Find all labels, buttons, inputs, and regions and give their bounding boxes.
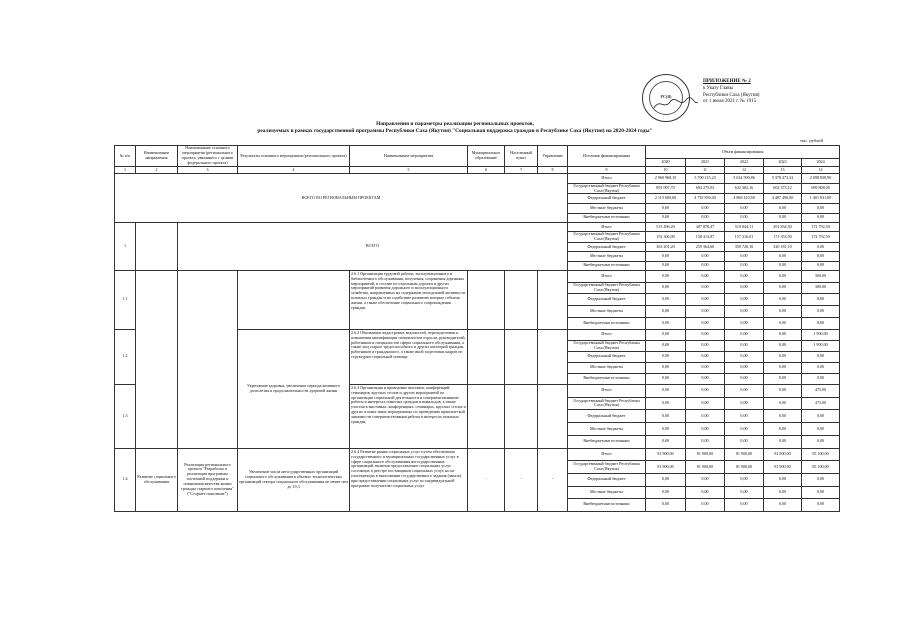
column-number: 10 xyxy=(646,167,686,174)
funding-value: 0,00 xyxy=(686,317,725,329)
funding-value: 0,00 xyxy=(686,373,725,384)
funding-value: 0,00 xyxy=(764,397,802,410)
column-number: 9 xyxy=(568,167,646,174)
funding-value: 0,00 xyxy=(646,306,686,318)
funding-value: 0,00 xyxy=(686,282,725,294)
funding-value: 0,00 xyxy=(686,423,725,436)
funding-value: 259 364,60 xyxy=(686,243,725,252)
funding-source: Внебюджетные источники xyxy=(568,373,646,384)
funding-source: Местные бюджеты xyxy=(568,204,646,214)
row-number: 1.4 xyxy=(115,448,136,511)
appendix-block xyxy=(703,79,759,106)
funding-value: 0,00 xyxy=(686,473,725,486)
funding-value: 0,00 xyxy=(802,317,840,329)
header-year: 2023 xyxy=(764,159,802,167)
funding-value: 0,00 xyxy=(646,362,686,373)
funding-value: 0,00 xyxy=(646,423,686,436)
funding-value: 2 098 838,90 xyxy=(802,174,840,184)
funding-value: 4 487 490,50 xyxy=(764,194,802,204)
funding-source: Федеральный бюджет xyxy=(568,294,646,306)
funding-source: Местные бюджеты xyxy=(568,486,646,499)
funding-value: 0,00 xyxy=(725,397,764,410)
funding-value: 0,00 xyxy=(764,213,802,223)
funding-value: 0,00 xyxy=(764,294,802,306)
column-number: 2 xyxy=(136,167,178,174)
row-number: 1.2 xyxy=(115,329,136,384)
funding-value: 0,00 xyxy=(725,270,764,282)
funding-value: 0,00 xyxy=(646,282,686,294)
header-settlement: Населенный пункт xyxy=(505,146,538,167)
funding-value: 0,00 xyxy=(764,340,802,351)
funding-value: 81 900,00 xyxy=(646,448,686,461)
funding-source: Итого xyxy=(568,174,646,184)
department-cell: - xyxy=(538,448,568,511)
funding-value: 515 496,20 xyxy=(646,223,686,232)
total-label: ВСЕГО ПО РЕГИОНАЛЬНЫМ ПРОЕКТАМ xyxy=(115,174,568,223)
funding-value: 0,00 xyxy=(802,362,840,373)
funding-source: Государственный бюджет Республики Саха (Якутия) xyxy=(568,340,646,351)
funding-value: 0,00 xyxy=(686,351,725,362)
funding-value: 5 378 473,32 xyxy=(764,174,802,184)
funding-value: 0,00 xyxy=(646,373,686,384)
funding-value: 0,00 xyxy=(725,340,764,351)
funding-value: 699 808,00 xyxy=(802,183,840,194)
funding-value: 5 700 115,23 xyxy=(686,174,725,184)
direction-cell-empty xyxy=(136,270,178,448)
event-description: 2.6.4 Развитие рынка социальных услуг путем обеспечения государственного и муниципальных государственных услуг в сфере социального обслуживания негосударственных организаций, включая предоставление социальных услуг, состоящих в реестре поставщиков социальных услуг, но не участвующих в выполнении государственного задания (заказа), при предоставлении социальных услуг по индивидуальной программе получателю социальных услуг xyxy=(350,448,468,511)
funding-source: Местные бюджеты xyxy=(568,362,646,373)
funding-source: Государственный бюджет Республики Саха (Якутия) xyxy=(568,397,646,410)
funding-value: 475,00 xyxy=(802,397,840,410)
funding-value: 0,00 xyxy=(686,329,725,340)
funding-value: 0,00 xyxy=(764,486,802,499)
funding-value: 1 900,00 xyxy=(802,329,840,340)
funding-value: 0,00 xyxy=(725,306,764,318)
funding-value: 0,00 xyxy=(764,204,802,214)
funding-source: Итого xyxy=(568,270,646,282)
funding-value: 85 100,00 xyxy=(802,461,840,474)
funding-value: 4 869 410,50 xyxy=(725,194,764,204)
funding-value: 0,00 xyxy=(646,340,686,351)
projects-table xyxy=(114,145,839,512)
funding-value: 0,00 xyxy=(764,499,802,512)
funding-value: 0,00 xyxy=(725,329,764,340)
funding-value: 0,00 xyxy=(725,423,764,436)
funding-value: 81 900,00 xyxy=(686,448,725,461)
municipality-cell-empty xyxy=(468,384,505,448)
funding-source: Государственный бюджет Республики Саха (Якутия) xyxy=(568,232,646,243)
row-number: 1.3 xyxy=(115,384,136,448)
municipality-cell: - xyxy=(468,448,505,511)
municipality-cell-empty xyxy=(468,329,505,384)
funding-value: 0,00 xyxy=(646,252,686,261)
funding-source: Итого xyxy=(568,329,646,340)
funding-value: 0,00 xyxy=(802,252,840,261)
funding-value: 0,00 xyxy=(646,329,686,340)
direction-cell-empty xyxy=(136,223,178,271)
header-funding: Объем финансирования xyxy=(646,146,840,159)
funding-value: 0,00 xyxy=(802,410,840,423)
result-cell: Укрепление здоровья, увеличение периода активного долголетия и продолжительности здоровой жизни xyxy=(238,329,350,448)
funding-value: 0,00 xyxy=(802,351,840,362)
funding-value: 891 007,70 xyxy=(646,183,686,194)
funding-value: 0,00 xyxy=(686,397,725,410)
funding-value: 81 900,00 xyxy=(725,461,764,474)
table-row xyxy=(115,270,840,282)
appendix-title: ПРИЛОЖЕНИЕ № 2 xyxy=(703,79,751,84)
funding-value: 0,00 xyxy=(646,499,686,512)
appendix-line-1: к Указу Главы xyxy=(703,85,733,91)
funding-value: 85 100,00 xyxy=(802,448,840,461)
header-year: 2024 xyxy=(802,159,840,167)
funding-value: 0,00 xyxy=(764,282,802,294)
settlement-cell-empty xyxy=(505,329,538,384)
funding-value: 0,00 xyxy=(764,261,802,270)
settlement-cell-empty xyxy=(505,270,538,329)
row-number: 1 xyxy=(115,223,136,271)
settlement-cell: - xyxy=(505,448,538,511)
column-number: 7 xyxy=(505,167,538,174)
funding-value: 0,00 xyxy=(725,351,764,362)
column-number: 12 xyxy=(725,167,764,174)
project-cell: Реализация регионального проекта "Разработка и реализация программы системной поддержки и повышения качества жизни граждан старшего поколения" ("Старшее поколение") xyxy=(178,448,238,511)
funding-value: 0,00 xyxy=(802,373,840,384)
header-department: Управление xyxy=(538,146,568,167)
project-cell-empty xyxy=(178,270,238,448)
header-year: 2022 xyxy=(725,159,764,167)
header-results: Результаты основного мероприятия (регионального проекта) xyxy=(238,146,350,167)
funding-value: 0,00 xyxy=(802,499,840,512)
funding-source: Внебюджетные источники xyxy=(568,499,646,512)
section-total-label: ВСЕГО xyxy=(178,223,568,271)
funding-value: 0,00 xyxy=(686,252,725,261)
funding-value: 0,00 xyxy=(646,294,686,306)
funding-value: 0,00 xyxy=(725,261,764,270)
funding-value: 300,00 xyxy=(802,270,840,282)
funding-value: 0,00 xyxy=(764,423,802,436)
funding-value: 0,00 xyxy=(646,410,686,423)
row-number: 1.1 xyxy=(115,270,136,329)
funding-value: 0,00 xyxy=(764,384,802,397)
column-number: 13 xyxy=(764,167,802,174)
funding-source: Итого xyxy=(568,223,646,232)
funding-value: 0,00 xyxy=(646,204,686,214)
funding-value: 0,00 xyxy=(686,270,725,282)
department-cell-empty xyxy=(538,270,568,329)
funding-value: 0,00 xyxy=(764,362,802,373)
funding-source: Внебюджетные источники xyxy=(568,213,646,223)
funding-value: 0,00 xyxy=(646,486,686,499)
funding-value: 0,00 xyxy=(686,204,725,214)
funding-value: 0,00 xyxy=(646,384,686,397)
funding-source: Государственный бюджет Республики Саха (Якутия) xyxy=(568,282,646,294)
funding-source: Итого xyxy=(568,448,646,461)
funding-value: 0,00 xyxy=(725,252,764,261)
funding-value: 0,00 xyxy=(646,351,686,362)
funding-source: Местные бюджеты xyxy=(568,306,646,318)
funding-value: 0,00 xyxy=(725,213,764,223)
event-description: 2.6.2 Обновление кадастровых ведомостей, переподготовки и повышения квалификации специалистов отрасли, руководителей, работников и специалистов сферы социального обслуживания, а также лиц старше трудоспособного и других категорий граждан, работников и гражданского, а также иной подготовки кадров по структурам социальной помощи xyxy=(350,329,468,384)
funding-value: 0,00 xyxy=(802,204,840,214)
funding-value: 0,00 xyxy=(686,261,725,270)
column-number: 5 xyxy=(350,167,468,174)
funding-source: Федеральный бюджет xyxy=(568,194,646,204)
funding-value: 0,00 xyxy=(686,384,725,397)
header-year: 2020 xyxy=(646,159,686,167)
table-row xyxy=(115,174,840,184)
funding-source: Местные бюджеты xyxy=(568,423,646,436)
funding-value: 602 373,12 xyxy=(764,183,802,194)
funding-value: 0,00 xyxy=(725,435,764,448)
funding-value: 157 316,01 xyxy=(725,232,764,243)
title-line-2: реализуемых в рамках государственной программы Республики Саха (Якутия) "Социальная поддержка граждан в Республике Саха (Якутия) на 2020-2024 годы" xyxy=(257,128,653,134)
funding-source: Местные бюджеты xyxy=(568,252,646,261)
header-municipality: Муниципальное образование xyxy=(468,146,505,167)
column-number: 14 xyxy=(802,167,840,174)
funding-value: 0,00 xyxy=(725,282,764,294)
header-source: Источник финансирования xyxy=(568,146,646,167)
column-number: 4 xyxy=(238,167,350,174)
municipality-cell-empty xyxy=(468,270,505,329)
funding-value: 158 413,87 xyxy=(686,232,725,243)
funding-source: Внебюджетные источники xyxy=(568,435,646,448)
funding-value: 1 401 031,00 xyxy=(802,194,840,204)
funding-value: 0,00 xyxy=(646,213,686,223)
funding-value: 0,00 xyxy=(802,243,840,252)
column-number: 1 xyxy=(115,167,136,174)
funding-value: 0,00 xyxy=(646,435,686,448)
funding-value: 632 382,16 xyxy=(725,183,764,194)
funding-value: 0,00 xyxy=(764,410,802,423)
header-number: № п/п xyxy=(115,146,136,167)
document-title xyxy=(170,121,740,135)
funding-source: Федеральный бюджет xyxy=(568,473,646,486)
funding-value: 0,00 xyxy=(686,435,725,448)
funding-value: 0,00 xyxy=(646,270,686,282)
funding-value: 0,00 xyxy=(764,373,802,384)
column-number: 3 xyxy=(178,167,238,174)
header-year: 2021 xyxy=(686,159,725,167)
appendix-line-2: Республики Саха (Якутия) xyxy=(703,92,760,98)
funding-source: Государственный бюджет Республики Саха (Якутия) xyxy=(568,183,646,194)
funding-value: 2 115 000,60 xyxy=(646,194,686,204)
direction-cell: Развитие социального обслуживания xyxy=(136,448,178,511)
event-description: 2.6.3 Организация и проведение выставок, конференций, семинаров, круглых столов и других мероприятий по организации социальной деятельности и совершенствованию работы и интересах пожилых граждан и инвалидов, а также участия в выставках, конференциях, семинарах, круглых столах и других и иных иных мероприятиях по проведению практической значимости совершенствования работы в интересах пожилых граждан xyxy=(350,384,468,448)
funding-value: 407 878,47 xyxy=(686,223,725,232)
funding-value: 0,00 xyxy=(686,306,725,318)
funding-value: 152 306,00 xyxy=(646,232,686,243)
funding-value: 0,00 xyxy=(802,213,840,223)
funding-value: 81 900,00 xyxy=(764,448,802,461)
table-row xyxy=(115,448,840,461)
funding-value: 475,00 xyxy=(802,384,840,397)
funding-value: 172 792,50 xyxy=(802,232,840,243)
funding-value: 0,00 xyxy=(686,410,725,423)
funding-value: 0,00 xyxy=(646,317,686,329)
header-event-name: Наименование мероприятия xyxy=(350,146,468,167)
funding-value: 81 900,00 xyxy=(725,448,764,461)
funding-value: 0,00 xyxy=(686,499,725,512)
funding-value: 0,00 xyxy=(725,384,764,397)
funding-source: Федеральный бюджет xyxy=(568,243,646,252)
funding-source: Внебюджетные источники xyxy=(568,261,646,270)
result-cell-empty xyxy=(238,270,350,329)
funding-value: 1 900,00 xyxy=(802,340,840,351)
funding-value: 0,00 xyxy=(725,373,764,384)
column-number: 11 xyxy=(686,167,725,174)
funding-value: 171 353,50 xyxy=(764,232,802,243)
funding-value: 4 735 830,40 xyxy=(686,194,725,204)
funding-value: 0,00 xyxy=(802,473,840,486)
funding-value: 0,00 xyxy=(686,213,725,223)
funding-source: Федеральный бюджет xyxy=(568,410,646,423)
table-body xyxy=(115,174,840,512)
header-main-event: Наименование основного мероприятия (регионального проекта, увязанного с целями федерального проекта) xyxy=(178,146,238,167)
title-line-1: Направления и параметры реализации региональных проектов, xyxy=(376,121,534,127)
funding-value: 0,00 xyxy=(802,435,840,448)
header-direction: Наименование направления xyxy=(136,146,178,167)
funding-value: 0,00 xyxy=(686,340,725,351)
department-cell-empty xyxy=(538,384,568,448)
funding-value: 320 181,10 xyxy=(764,243,802,252)
seal-text: РС(Я) xyxy=(660,94,672,99)
funding-value: 81 900,00 xyxy=(686,461,725,474)
funding-value: 0,00 xyxy=(725,294,764,306)
funding-value: 0,00 xyxy=(764,317,802,329)
funding-value: 0,00 xyxy=(764,435,802,448)
funding-value: 0,00 xyxy=(764,306,802,318)
funding-value: 350 728,10 xyxy=(725,243,764,252)
funding-value: 0,00 xyxy=(764,252,802,261)
funding-value: 0,00 xyxy=(764,270,802,282)
funding-value: 0,00 xyxy=(802,261,840,270)
funding-value: 0,00 xyxy=(646,261,686,270)
funding-value: 0,00 xyxy=(802,423,840,436)
funding-value: 0,00 xyxy=(686,362,725,373)
funding-value: 0,00 xyxy=(764,473,802,486)
funding-value: 0,00 xyxy=(764,351,802,362)
funding-value: 300,00 xyxy=(802,282,840,294)
funding-value: 0,00 xyxy=(646,473,686,486)
funding-value: 0,00 xyxy=(802,294,840,306)
funding-value: 0,00 xyxy=(802,306,840,318)
funding-value: 2 960 968,10 xyxy=(646,174,686,184)
funding-value: 81 900,00 xyxy=(646,461,686,474)
funding-source: Внебюджетные источники xyxy=(568,317,646,329)
funding-source: Государственный бюджет Республики Саха (Якутия) xyxy=(568,461,646,474)
result-cell: Увеличение числа негосударственных организаций социального обслуживания в объемах технологических организаций сектора социального обслуживания не менее чем до 19,3 xyxy=(238,448,350,511)
funding-value: 0,00 xyxy=(686,294,725,306)
signature-icon xyxy=(652,96,700,112)
funding-value: 0,00 xyxy=(725,473,764,486)
table-row xyxy=(115,223,840,232)
funding-value: 0,00 xyxy=(764,329,802,340)
funding-value: 363 201,20 xyxy=(646,243,686,252)
funding-value: 491 834,50 xyxy=(764,223,802,232)
funding-value: 0,00 xyxy=(686,486,725,499)
funding-value: 0,00 xyxy=(725,499,764,512)
funding-value: 0,00 xyxy=(725,410,764,423)
funding-source: Итого xyxy=(568,384,646,397)
funding-value: 0,00 xyxy=(725,317,764,329)
event-description: 2.6.1 Организация трудовой работы, эксплуатационного и библиотечного обслуживания, получения, сохранения дорожных мероприятий, в составе по отдельным дорогам и других мероприятий развития дорожного и эксплуатационного хозяйства, направленных на содержание молодежной активности пожилых граждан и на содействие развитию которые события жизни, а также обеспечение социального сопровождения граждан xyxy=(350,270,468,329)
funding-value: 0,00 xyxy=(802,486,840,499)
funding-value: 0,00 xyxy=(646,397,686,410)
department-cell-empty xyxy=(538,329,568,384)
funding-value: 0,00 xyxy=(725,486,764,499)
funding-value: 0,00 xyxy=(725,204,764,214)
units-label: тыс. рублей xyxy=(800,138,823,143)
column-number: 6 xyxy=(468,167,505,174)
funding-value: 0,00 xyxy=(725,362,764,373)
funding-value: 694 275,03 xyxy=(686,183,725,194)
funding-source: Федеральный бюджет xyxy=(568,351,646,362)
funding-value: 81 900,00 xyxy=(764,461,802,474)
funding-value: 172 792,50 xyxy=(802,223,840,232)
column-number: 8 xyxy=(538,167,568,174)
column-numbers-row xyxy=(115,167,840,174)
settlement-cell-empty xyxy=(505,384,538,448)
appendix-line-3: от 1 июля 2021 г. № 1915 xyxy=(703,99,757,105)
funding-value: 5 614 590,86 xyxy=(725,174,764,184)
funding-value: 510 044,11 xyxy=(725,223,764,232)
